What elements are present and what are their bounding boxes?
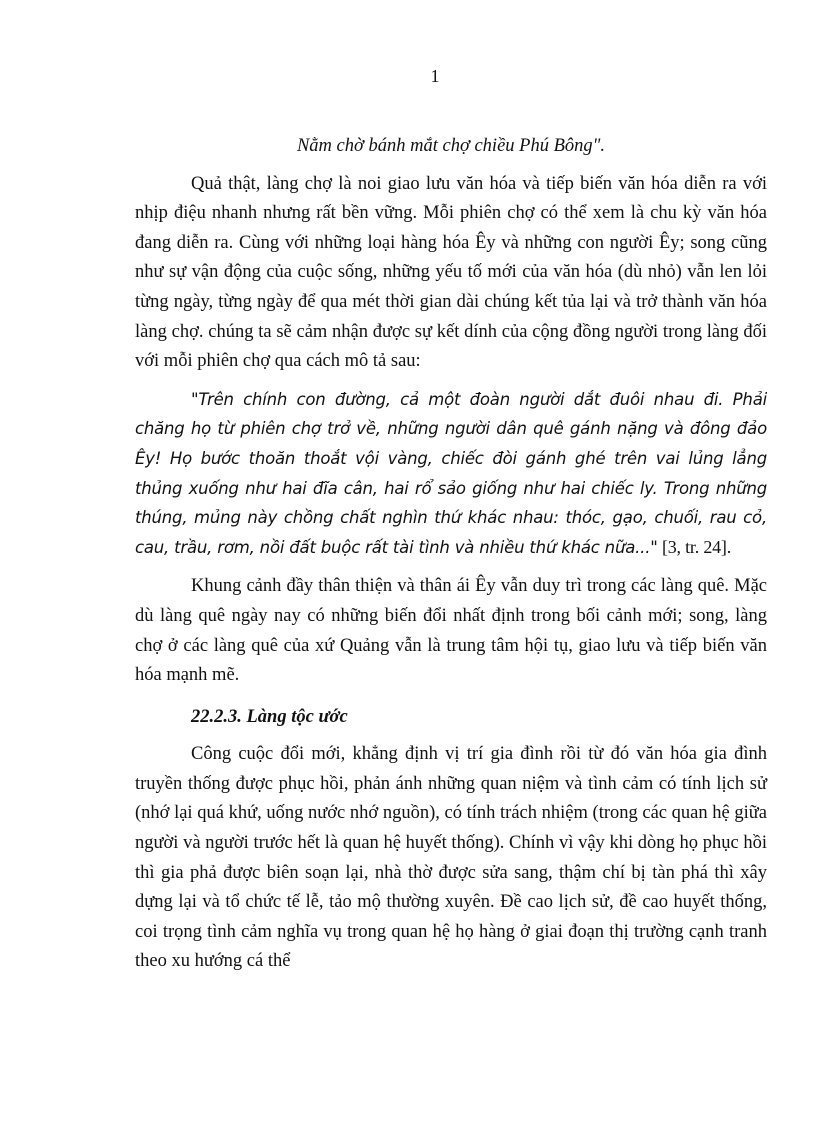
page-number: 1 — [430, 66, 440, 86]
verse-line: Nằm chờ bánh mắt chợ chiều Phú Bông". — [296, 136, 606, 156]
quote-text: "Trên chính con đường, cả một đoàn người dắt đuôi nhau đi. Phải chăng họ từ phiên chợ trở về, những người dân quê gánh nặng và đông đảo Êy! Họ bước thoăn thoắt vội vàng, chiếc đòi gánh ghé trên vai lủng lẳng thủng xuống như hai đĩa cân, hai rổ sảo giống như hai chiếc ly. Trong những thúng, mủng này chồng chất nghìn thứ khác nhau: thóc, gạo, chuối, rau cỏ, cau, trầu, rơm, nồi đất buộc rất tài tình và nhiều thứ khác nữa..." — [135, 389, 767, 557]
paragraph-market-culture: Quả thật, làng chợ là noi giao lưu văn hóa và tiếp biến văn hóa diễn ra với nhịp điệu nhanh nhưng rất bền vững. Mỗi phiên chợ có thể xem là chu kỳ văn hóa đang diễn ra. Cùng với những loại hàng hóa Êy và những con người Êy; song cũng như sự vận động của cuộc sống, những yếu tố mới của văn hóa (dù nhỏ) vẫn len lỏi từng ngày, từng ngày để qua mét thời gian dài chúng kết tủa lại và trở thành văn hóa làng chợ. chúng ta sẽ cảm nhận được sự kết dính của cộng đồng người trong làng đối với mỗi phiên chợ qua cách mô tả sau: — [135, 173, 767, 372]
block-quote — [135, 385, 767, 563]
paragraph-family-culture: Công cuộc đổi mới, khẳng định vị trí gia đình rồi từ đó văn hóa gia đình truyền thống được phục hồi, phản ánh những quan niệm và tình cảm có tính lịch sử (nhớ lại quá khứ, uống nước nhớ nguồn), có tính trách nhiệm (trong các quan hệ giữa người và người trước hết là quan hệ huyết thống). Chính vì vậy khi dòng họ phục hồi thì gia phả được biên soạn lại, nhà thờ được sửa sang, thậm chí bị tàn phá thì xây dựng lại và tổ chức tế lễ, tảo mộ thường xuyên. Đề cao lịch sử, đề cao huyết thống, coi trọng tình cảm nghĩa vụ trong quan hệ họ hàng ở giai đoạn thị trường cạnh tranh theo xu hướng cá thể — [135, 744, 767, 972]
section-heading: 22.2.3. Làng tộc ước — [191, 706, 348, 727]
paragraph-village-scene: Khung cảnh đầy thân thiện và thân ái Êy vẫn duy trì trong các làng quê. Mặc dù làng quê ngày nay có những biến đổi nhất định trong bối cảnh mới; song, làng chợ ở các làng quê của xứ Quảng vẫn là trung tâm hội tụ, giao lưu và tiếp biến văn hóa mạnh mẽ. — [135, 576, 767, 686]
quote-citation: [3, tr. 24]. — [657, 536, 732, 557]
document-body — [135, 132, 767, 977]
